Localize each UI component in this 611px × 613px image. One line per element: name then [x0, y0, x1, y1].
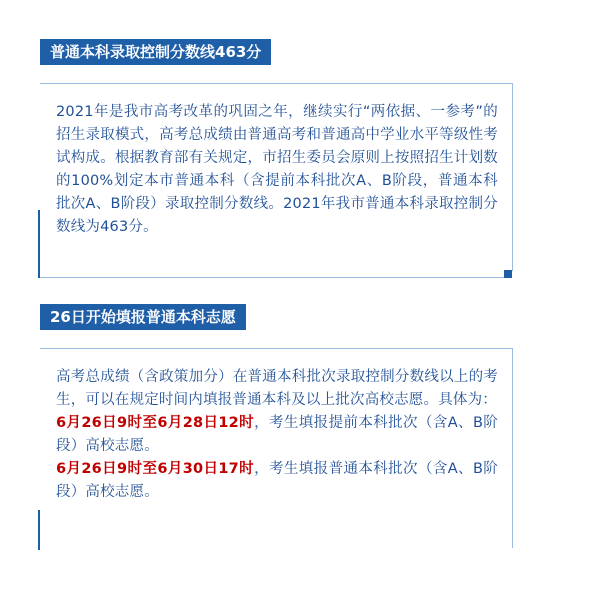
schedule-item-early-batch	[56, 412, 498, 458]
schedule-time-early-batch: 6月26日9时至6月28日12时	[56, 415, 255, 431]
paragraph-text: 2021年是我市高考改革的巩固之年，继续实行“两依据、一参考”的招生录取模式，高考总成绩由普通高考和普通高中学业水平等级性考试构成。根据教育部有关规定，市招生委员会原则上按照招生计划数的100%划定本市普通本科（含提前本科批次A、B阶段，普通本科批次A、B阶段）录取控制分数线。2021年我市普通本科录取控制分数线为463分。	[56, 104, 498, 235]
frame-right-border	[512, 83, 513, 271]
frame-left-accent	[38, 510, 40, 550]
frame-bottom-border	[40, 277, 510, 278]
section-heading-admission-score: 普通本科录取控制分数线463分	[40, 39, 271, 65]
schedule-text-regular-batch: ，考生填报普通本科批次（含A、B阶段）高校志愿。	[56, 461, 498, 500]
section-paragraph-admission-score	[56, 101, 498, 239]
section-heading-application-period: 26日开始填报普通本科志愿	[40, 304, 246, 330]
frame-top-border	[40, 83, 513, 84]
frame-top-border	[40, 348, 513, 349]
schedule-text-early-batch: ，考生填报提前本科批次（含A、B阶段）高校志愿。	[56, 415, 498, 454]
frame-corner-square	[504, 270, 512, 278]
section-paragraph-application-period	[56, 366, 498, 504]
frame-left-accent	[38, 210, 40, 278]
intro-text: 高考总成绩（含政策加分）在普通本科批次录取控制分数线以上的考生，可以在规定时间内填报普通本科及以上批次高校志愿。具体为：	[56, 369, 498, 408]
frame-right-border	[512, 348, 513, 548]
schedule-time-regular-batch: 6月26日9时至6月30日17时	[56, 461, 255, 477]
schedule-item-regular-batch	[56, 458, 498, 504]
